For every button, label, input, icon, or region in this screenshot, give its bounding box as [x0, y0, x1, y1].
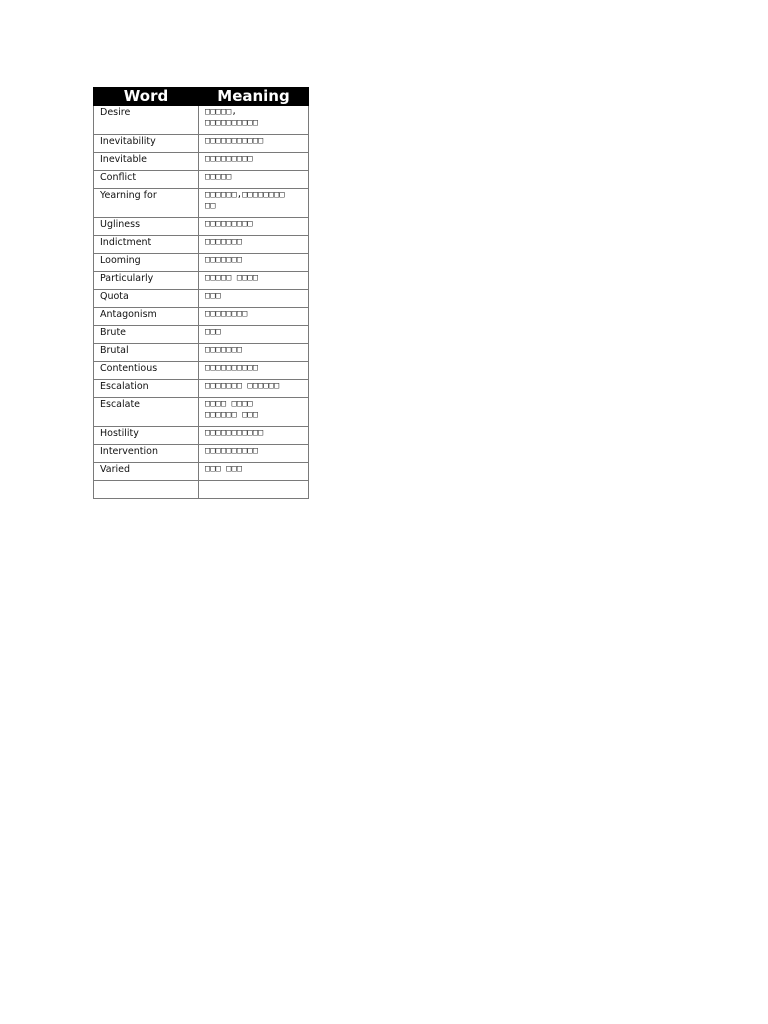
word-cell: Hostility	[94, 427, 199, 445]
meaning-cell: □□□□□□□□□	[199, 153, 309, 171]
table-row	[94, 308, 309, 326]
table-row	[94, 153, 309, 171]
table-row	[94, 463, 309, 481]
table-row	[94, 171, 309, 189]
table-body	[94, 106, 309, 499]
table-row	[94, 254, 309, 272]
meaning-cell: □□□□ □□□□ □□□□□□ □□□	[199, 398, 309, 427]
word-cell: Brute	[94, 326, 199, 344]
meaning-cell: □□□	[199, 326, 309, 344]
word-cell: Ugliness	[94, 218, 199, 236]
meaning-cell	[199, 481, 309, 499]
table-row	[94, 290, 309, 308]
meaning-cell: □□□□□□□□□	[199, 218, 309, 236]
table-row	[94, 398, 309, 427]
vocabulary-table	[93, 87, 309, 499]
table-row	[94, 445, 309, 463]
meaning-cell: □□□□□□□□□□	[199, 445, 309, 463]
header-meaning: Meaning	[199, 88, 309, 106]
word-cell: Escalation	[94, 380, 199, 398]
meaning-cell: □□□□□□□	[199, 344, 309, 362]
word-cell: Antagonism	[94, 308, 199, 326]
word-cell: Escalate	[94, 398, 199, 427]
word-cell: Varied	[94, 463, 199, 481]
table-header-row	[94, 88, 309, 106]
table-row	[94, 272, 309, 290]
table-row	[94, 326, 309, 344]
meaning-cell: □□□□□□□□□□□	[199, 135, 309, 153]
meaning-cell: □□□ □□□	[199, 463, 309, 481]
table-row	[94, 236, 309, 254]
word-cell: Conflict	[94, 171, 199, 189]
header-word: Word	[94, 88, 199, 106]
meaning-cell: □□□□□, □□□□□□□□□□	[199, 106, 309, 135]
word-cell: Contentious	[94, 362, 199, 380]
meaning-cell: □□□□□□□ □□□□□□	[199, 380, 309, 398]
word-cell: Brutal	[94, 344, 199, 362]
word-cell: Particularly	[94, 272, 199, 290]
table-row	[94, 135, 309, 153]
word-cell: Intervention	[94, 445, 199, 463]
word-cell: Desire	[94, 106, 199, 135]
table-row	[94, 362, 309, 380]
word-cell: Quota	[94, 290, 199, 308]
word-cell: Inevitable	[94, 153, 199, 171]
table-row	[94, 344, 309, 362]
word-cell: Yearning for	[94, 189, 199, 218]
word-cell: Inevitability	[94, 135, 199, 153]
meaning-cell: □□□□□	[199, 171, 309, 189]
empty-row	[94, 481, 309, 499]
meaning-cell: □□□□□□□	[199, 254, 309, 272]
word-cell	[94, 481, 199, 499]
word-cell: Indictment	[94, 236, 199, 254]
meaning-cell: □□□□□□□□□□□	[199, 427, 309, 445]
word-cell: Looming	[94, 254, 199, 272]
table-row	[94, 189, 309, 218]
table-row	[94, 106, 309, 135]
meaning-cell: □□□□□□□□	[199, 308, 309, 326]
meaning-cell: □□□□□□□	[199, 236, 309, 254]
meaning-cell: □□□□□□□□□□	[199, 362, 309, 380]
table-row	[94, 380, 309, 398]
table-row	[94, 427, 309, 445]
meaning-cell: □□□□□□,□□□□□□□□ □□	[199, 189, 309, 218]
meaning-cell: □□□	[199, 290, 309, 308]
table-row	[94, 218, 309, 236]
meaning-cell: □□□□□ □□□□	[199, 272, 309, 290]
